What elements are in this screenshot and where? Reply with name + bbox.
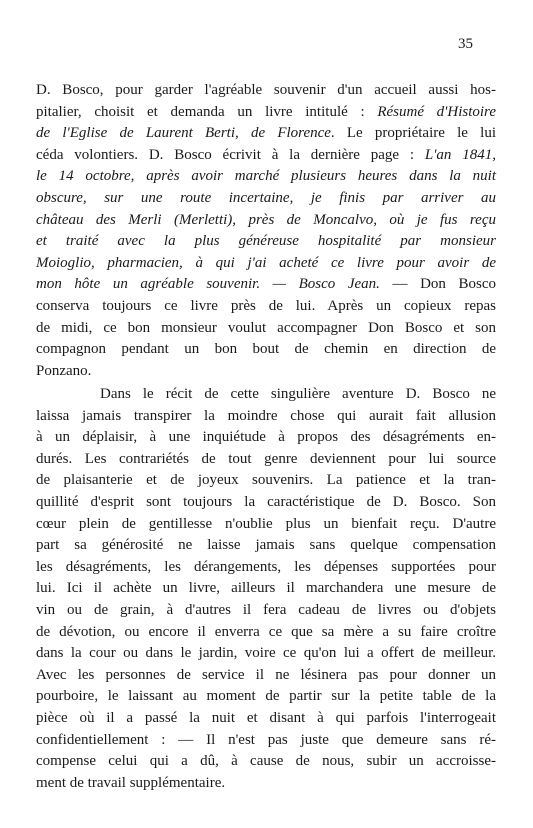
text-segment: dans la cour ou dans le jardin, voire ce qu'on lui a offert de meilleur. — [36, 645, 496, 662]
text-line — [36, 255, 496, 272]
text-line — [36, 580, 496, 597]
text-line — [36, 710, 496, 727]
text-line — [36, 298, 496, 315]
text-segment: les désagréments, les dérangements, les dépenses supportées pour — [36, 558, 496, 575]
text-segment: durés. Les contrariétés de tout genre deviennent pour lui source — [36, 450, 496, 467]
text-segment: compense celui qui a dû, à cause de nous, subir un accroisse- — [36, 753, 496, 770]
text-segment: . Le propriétaire le lui — [330, 125, 496, 142]
text-segment: laissa jamais transpirer la moindre chose qui aurait fait allusion — [36, 407, 496, 424]
text-line — [36, 602, 496, 619]
text-line — [36, 104, 496, 121]
text-segment: pièce où il a passé la nuit et disant à qui parfois l'interrogeait — [36, 710, 496, 726]
text-line — [36, 190, 496, 207]
text-segment: ment de travail supplémentaire. — [36, 774, 226, 791]
text-line — [36, 732, 496, 749]
italic-text-segment: château des Merli (Merletti), près de Moncalvo, où je fus reçu — [36, 211, 496, 228]
italic-text-segment: L'an 1841, — [424, 146, 496, 163]
text-segment: cœur plein de gentillesse n'oublie plus un bienfait reçu. D'autre — [36, 515, 496, 532]
text-segment: — Don Bosco — [379, 276, 496, 293]
text-segment: de dévotion, ou encore il enverra ce que sa mère a su faire croître — [36, 623, 496, 640]
italic-text-segment: le 14 octobre, après avoir marché plusieurs heures dans la nuit — [36, 168, 496, 185]
text-line — [36, 494, 496, 511]
text-line — [36, 408, 496, 425]
text-segment: Ponzano. — [36, 362, 92, 379]
text-line — [36, 82, 496, 99]
text-segment: conserva toujours ce livre près de lui. Après un copieux repas — [36, 298, 496, 314]
italic-text-segment: mon hôte un agréable souvenir. — Bosco Jean. — [36, 276, 380, 293]
italic-text-segment: obscure, sur une route incertaine, je finis par arriver au — [36, 190, 496, 206]
text-segment: pitalier, choisit et demanda un livre intitulé : — [36, 103, 378, 120]
text-line — [36, 363, 496, 380]
text-line — [100, 386, 496, 403]
italic-text-segment: Moioglio, pharmacien, à qui j'ai acheté ce livre pour avoir de — [36, 254, 496, 271]
text-segment: céda volontiers. D. Bosco écrivit à la dernière page : — [36, 146, 425, 163]
text-line — [36, 147, 496, 164]
text-line — [36, 775, 496, 792]
italic-text-segment: Résumé d'Histoire — [377, 103, 496, 120]
italic-text-segment: de l'Eglise de Laurent Berti, de Florence — [36, 125, 331, 142]
text-segment: Avec les personnes de service il ne lésinera pas pour donner un — [36, 666, 496, 683]
text-segment: confidentiellement : — Il n'est pas juste que demeure sans ré- — [36, 731, 496, 748]
text-segment: vin ou de grain, à d'autres il fera cadeau de livres ou d'objets — [36, 602, 496, 618]
text-line — [36, 125, 496, 142]
text-line — [36, 645, 496, 662]
text-line — [36, 320, 496, 337]
text-line — [36, 624, 496, 641]
text-line — [36, 341, 496, 358]
text-line — [36, 451, 496, 468]
text-segment: de plaisanterie et de joyeux souvenirs. La patience et la tran- — [36, 472, 496, 489]
text-line — [36, 429, 496, 446]
text-segment: à un déplaisir, à une inquiétude à propos des désagréments en- — [36, 429, 496, 446]
text-line — [36, 212, 496, 229]
text-line — [36, 516, 496, 533]
text-line — [36, 537, 496, 554]
text-line — [36, 233, 496, 250]
text-line — [36, 559, 496, 576]
text-line — [36, 753, 496, 770]
text-line — [36, 276, 496, 293]
text-segment: quillité d'esprit sont toujours la caractéristique de D. Bosco. Son — [36, 494, 496, 510]
text-segment: D. Bosco, pour garder l'agréable souvenir d'un accueil aussi hos- — [36, 82, 496, 98]
text-segment: Dans le récit de cette singulière aventure D. Bosco ne — [100, 386, 496, 402]
text-line — [36, 688, 496, 705]
text-segment: lui. Ici il achète un livre, ailleurs il marchandera une mesure de — [36, 580, 496, 597]
page-number: 35 — [458, 36, 473, 52]
text-segment: de midi, ce bon monsieur voulut accompagner Don Bosco et son — [36, 319, 496, 336]
text-line — [36, 667, 496, 684]
text-segment: compagnon pendant un bon bout de chemin en direction de — [36, 341, 496, 358]
text-segment: pourboire, le laissant au moment de partir sur la petite table de la — [36, 688, 496, 705]
italic-text-segment: et traité avec la plus généreuse hospitalité par monsieur — [36, 233, 496, 250]
text-segment: part sa générosité ne laisse jamais sans quelque compensation — [36, 537, 496, 554]
text-line — [36, 168, 496, 185]
text-line — [36, 472, 496, 489]
